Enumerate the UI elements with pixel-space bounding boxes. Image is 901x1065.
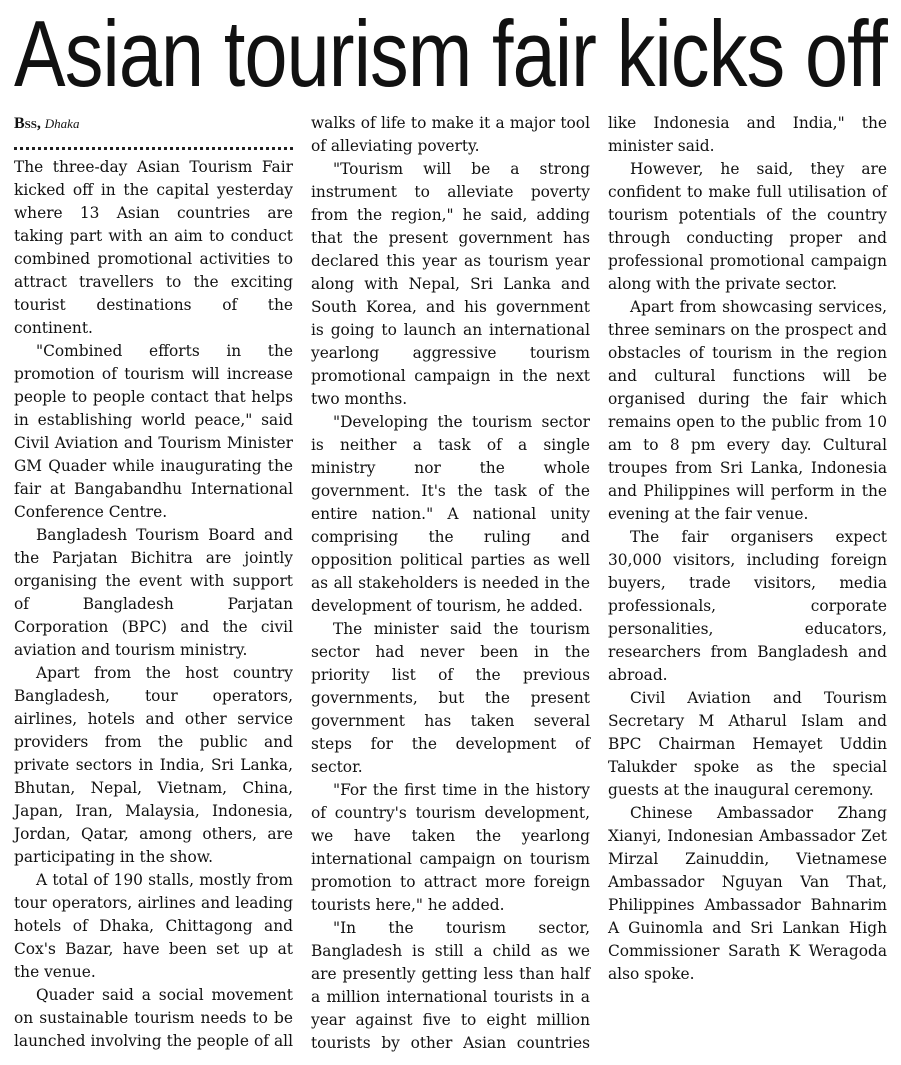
paragraph: "Combined efforts in the promotion of tourism will increase people to people contact that helps in establishing world peace," said Civil Aviation and Tourism Minister GM Quader while inaugurating the fair at Bangabandhu International Conference Centre.: [14, 342, 293, 521]
paragraph: "In the tourism sector, Bangladesh is still a child as we are presently getting less than half a million international tourists in a year against five to eight million tourists by other Asian countries like Indonesia and India," the minister said.: [311, 114, 887, 1052]
paragraph: Apart from the host country Bangladesh, tour operators, airlines, hotels and other service providers from the public and private sectors in India, Sri Lanka, Bhutan, Nepal, Vietnam, China, Japan, Iran, Malaysia, Indonesia, Jordan, Qatar, among others, are participating in the show.: [14, 664, 293, 866]
paragraph: The minister said the tourism sector had never been in the priority list of the previous governments, but the present government has taken several steps for the development of sector.: [311, 620, 590, 776]
paragraph: The fair organisers expect 30,000 visitors, including foreign buyers, trade visitors, media professionals, corporate personalities, educators, researchers from Bangladesh and abroad.: [608, 528, 887, 684]
article-body: [14, 112, 887, 1057]
paragraph: "Developing the tourism sector is neither a task of a single ministry nor the whole government. It's the task of the entire nation." A national unity comprising the ruling and opposition political parties as well as all stakeholders is needed in the development of tourism, he added.: [311, 413, 590, 615]
byline-dotted-rule: [14, 135, 293, 150]
paragraph: Bangladesh Tourism Board and the Parjatan Bichitra are jointly organising the event with support of Bangladesh Parjatan Corporation (BPC) and the civil aviation and tourism ministry.: [14, 526, 293, 659]
byline-dateline: Dhaka: [44, 116, 80, 131]
paragraph: Civil Aviation and Tourism Secretary M Atharul Islam and BPC Chairman Hemayet Uddin Talukder spoke as the special guests at the inaugural ceremony.: [608, 689, 887, 799]
byline-agency: Bss,: [14, 115, 41, 132]
paragraph: However, he said, they are confident to make full utilisation of tourism potentials of the country through conducting proper and professional promotional campaign along with the private sector.: [608, 160, 887, 293]
headline: Asian tourism fair kicks off: [14, 1, 888, 106]
paragraph: A total of 190 stalls, mostly from tour operators, airlines and leading hotels of Dhaka, Chittagong and Cox's Bazar, have been set up at the venue.: [14, 871, 293, 981]
paragraph: The three-day Asian Tourism Fair kicked off in the capital yesterday where 13 Asian countries are taking part with an aim to conduct combined promotional activities to attract travellers to the exciting tourist destinations of the continent.: [14, 158, 293, 337]
paragraph: Chinese Ambassador Zhang Xianyi, Indonesian Ambassador Zet Mirzal Zainuddin, Vietnamese Ambassador Nguyan Van That, Philippines Ambassador Bahnarim A Guinomla and Sri Lankan High Commissioner Sarath K Weragoda also spoke.: [608, 804, 887, 983]
paragraph: Quader said a social movement on sustainable tourism needs to be launched involving the people of all walks of life to make it a major tool of alleviating poverty.: [14, 114, 590, 1050]
paragraph: "Tourism will be a strong instrument to alleviate poverty from the region," he said, adding that the present government has declared this year as tourism year along with Nepal, Sri Lanka and South Korea, and his government is going to launch an international yearlong aggressive tourism promotional campaign in the next two months.: [311, 160, 590, 408]
paragraph: Apart from showcasing services, three seminars on the prospect and obstacles of tourism in the region and cultural functions will be organised during the fair which remains open to the public from 10 am to 8 pm every day. Cultural troupes from Sri Lanka, Indonesia and Philippines will perform in the evening at the fair venue.: [608, 298, 887, 523]
paragraph: "For the first time in the history of country's tourism development, we have taken the yearlong international campaign on tourism promotion to attract more foreign tourists here," he added.: [311, 781, 590, 914]
byline: [14, 112, 293, 135]
